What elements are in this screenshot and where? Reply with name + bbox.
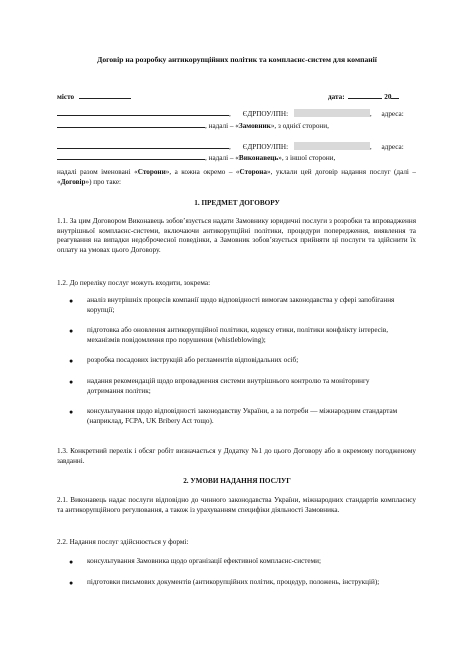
customer-address-label: адреса: [381, 110, 404, 118]
contractor-name-blank[interactable] [57, 141, 229, 149]
city-blank[interactable] [79, 91, 131, 99]
clause-1-3: 1.3. Конкретний перелік і обсяг робіт визначається у Додатку №1 до цього Договору або в окремому погодженому завданні. [57, 447, 416, 465]
city-line [57, 91, 131, 102]
clause-2-1: 2.1. Виконавець надає послуги відповідно до чинного законодавства України, міжнародних стандартів комплаєнсу та антикорупційного регулювання, а також із урахуванням специфіки діяльності Замовника. [57, 496, 416, 514]
document-title: Договір на розробку антикорупційних політик та комплаєнс-систем для компанії [97, 55, 377, 64]
contractor-suffix-before: , надалі – « [205, 154, 239, 162]
bullet-icon: ● [69, 579, 74, 587]
list-item: аналіз внутрішніх процесів компанії щодо відповідності вимогам законодавства у сфері запобігання корупції; [87, 296, 395, 314]
bullet-icon: ● [69, 408, 74, 416]
year-blank[interactable] [391, 91, 399, 99]
contractor-edrpou-field[interactable] [294, 142, 370, 150]
list-item: розробка посадових інструкцій або регламентів відповідальних осіб; [87, 356, 299, 364]
customer-suffix-after: », з однієї сторони, [270, 122, 329, 130]
contractor-suffix-after: », з іншої сторони, [278, 154, 336, 162]
customer-line-1: , ЄДРПОУ/ІПН: , адреса: [57, 108, 404, 119]
customer-role: Замовник [238, 122, 271, 130]
section-1-heading: 1. ПРЕДМЕТ ДОГОВОРУ [194, 199, 280, 207]
clause-2-2: 2.2. Надання послуг здійснюється у формі: [57, 538, 189, 546]
list-item: надання рекомендацій щодо впровадження системи внутрішнього контролю та моніторингу дотримання політик; [87, 377, 370, 395]
list-item: консультування щодо відповідності законодавству України, а за потреби — міжнародним стандартам (наприклад, FCPA, UK Bribery Act тощо). [87, 407, 398, 425]
bullet-icon: ● [69, 297, 74, 305]
list-item: підготовка або оновлення антикорупційної політики, кодексу етики, політики конфлікту інтересів, механізмів повідомлення про порушення (whistleblowing); [87, 326, 389, 344]
customer-edrpou-field[interactable] [294, 109, 370, 117]
contractor-address-label: адреса: [381, 143, 404, 151]
date-line [328, 91, 399, 102]
customer-address-blank[interactable] [57, 120, 205, 128]
list-item: підготовки письмових документів (антикорупційних політик, процедур, положень, інструкцій); [87, 578, 380, 586]
customer-edrpou-label: ЄДРПОУ/ІПН: [242, 110, 289, 118]
date-blank[interactable] [348, 91, 382, 99]
bullet-icon: ● [69, 357, 74, 365]
city-label: місто [57, 93, 75, 101]
clause-1-1: 1.1. За цим Договором Виконавець зобов’язується надати Замовнику юридичні послуги з розробки та впровадження внутрішньої комплаєнс-системи, включаючи антикорупційні політики, процедури попередження, виявлення та реагування на випадки недоброчесної поведінки, а Замовник зобов’язується прийняти ці послуги та здійснити їх оплату на умовах цього Договору. [57, 217, 416, 254]
year-prefix: 20 [384, 93, 392, 101]
section-2-heading: 2. УМОВИ НАДАННЯ ПОСЛУГ [183, 477, 291, 485]
date-label: дата: [328, 93, 345, 101]
customer-line-2 [57, 120, 329, 131]
clause-1-2: 1.2. До переліку послуг можуть входити, зокрема: [57, 279, 211, 287]
contractor-line-2 [57, 152, 335, 163]
bullet-icon: ● [69, 327, 74, 335]
customer-suffix-before: , надалі – « [205, 122, 239, 130]
intro-paragraph: надалі разом іменовані «Сторони», а кожна окремо – «Сторона», уклали цей договір надання послуг (далі – «Договір») про таке: [57, 168, 416, 186]
bullet-icon: ● [69, 558, 74, 566]
contractor-address-blank[interactable] [57, 152, 205, 160]
contractor-role: Виконавець [238, 154, 279, 162]
contractor-edrpou-label: ЄДРПОУ/ІПН: [242, 143, 289, 151]
list-item: консультування Замовника щодо організації ефективної комплаєнс-системи; [87, 557, 322, 565]
bullet-icon: ● [69, 378, 74, 386]
contractor-line-1: , ЄДРПОУ/ІПН: , адреса: [57, 141, 404, 152]
customer-name-blank[interactable] [57, 108, 229, 116]
